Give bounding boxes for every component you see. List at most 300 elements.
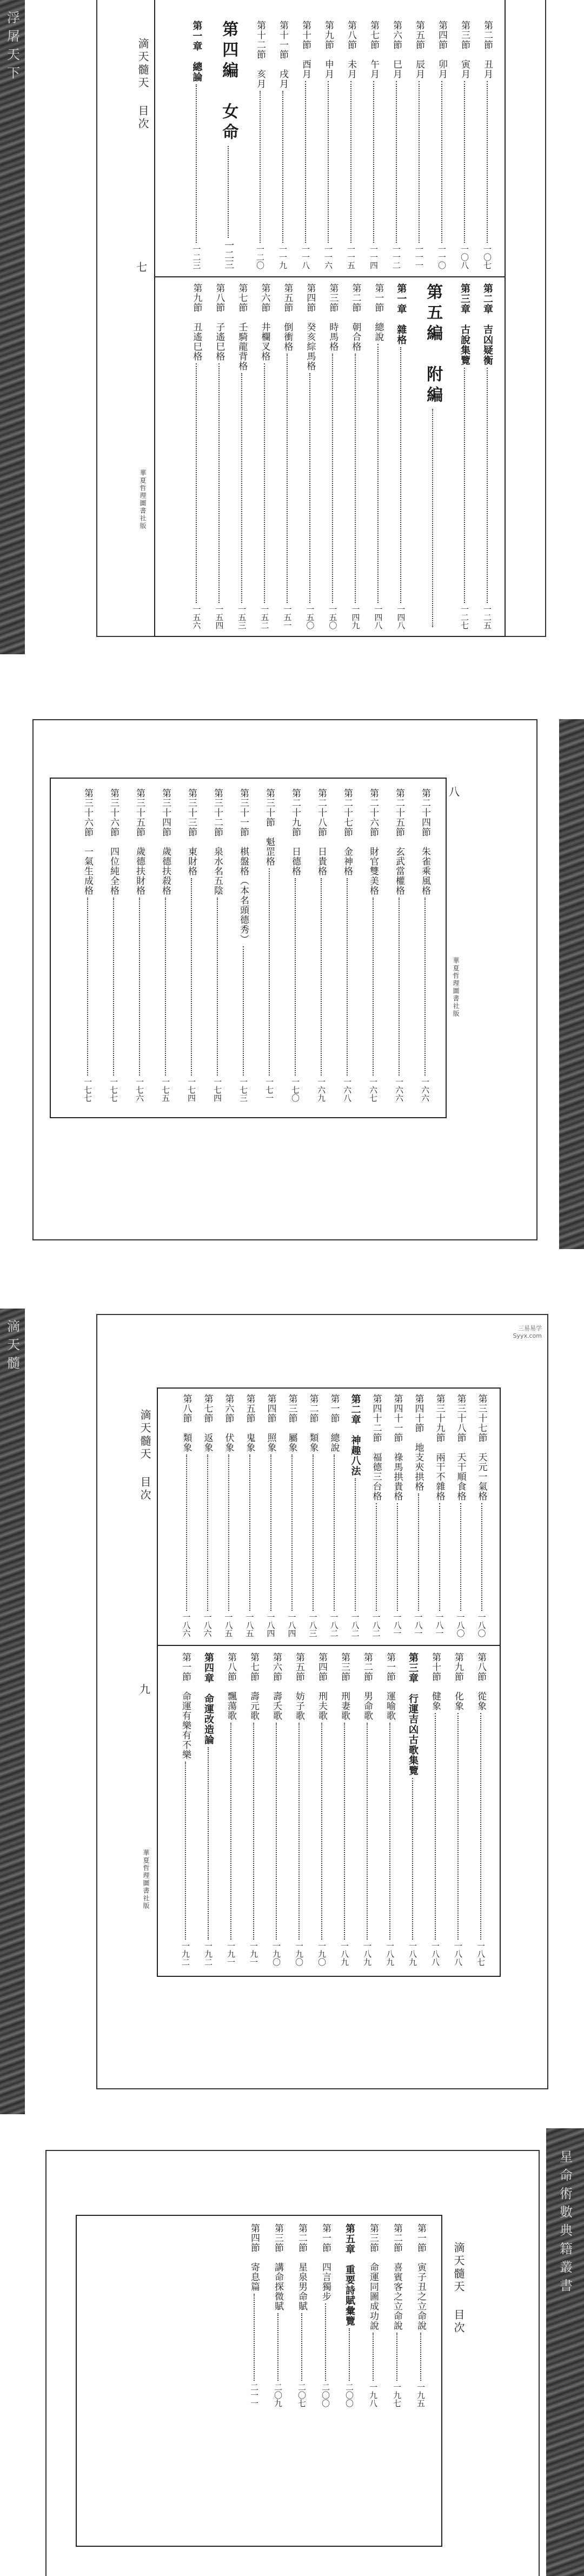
toc-section-entry[interactable] — [450, 1394, 471, 1637]
page-eight — [0, 698, 584, 1249]
toc-leader-dots — [165, 898, 166, 1075]
toc-leader-dots — [241, 373, 242, 603]
toc-entry-label: 第七節 返象 — [202, 1394, 213, 1452]
toc-section-entry[interactable] — [256, 788, 282, 1102]
toc-section-entry[interactable] — [321, 283, 344, 629]
toc-leader-dots — [282, 91, 283, 243]
toc-section-entry[interactable] — [412, 788, 438, 1102]
toc-entry-page: 一八九 — [362, 1942, 372, 1966]
toc-entry-page: 一八八 — [453, 1942, 463, 1966]
toc-section-entry[interactable] — [471, 1394, 492, 1637]
toc-leader-dots — [287, 354, 288, 603]
toc-section-entry[interactable] — [249, 21, 271, 269]
toc-entry-label: 第三十五節 歲德扶財格 — [134, 788, 145, 895]
toc-entry-label: 第三十九節 兩干不雜格 — [434, 1394, 445, 1501]
toc-entry-page: 一五一 — [282, 605, 293, 629]
toc-entry-page: 一四八 — [373, 605, 383, 629]
toc-leader-dots — [139, 898, 140, 1075]
toc-section-entry[interactable] — [218, 1394, 239, 1637]
toc-leader-dots — [400, 347, 401, 603]
toc-section-entry[interactable] — [453, 21, 476, 269]
toc-section-entry[interactable] — [340, 21, 362, 269]
toc-entry-page: 一六九 — [316, 1078, 326, 1102]
toc-entry-label: 第四編 女命 — [219, 21, 238, 144]
toc-entry-page: 一八一 — [434, 1613, 444, 1637]
toc-leader-dots — [376, 1503, 377, 1611]
toc-entry-label: 第二節 男命歌 — [362, 1652, 373, 1721]
toc-section-entry[interactable] — [362, 21, 385, 269]
toc-entry-label: 第三十八節 天干順食格 — [455, 1394, 466, 1501]
toc-entry-label: 第七節 壬騎龍背格 — [236, 283, 248, 371]
toc-entry-page: 一一〇 — [437, 245, 447, 269]
toc-leader-dots — [325, 2303, 326, 2381]
site-logo — [492, 1324, 542, 1339]
toc-section-entry[interactable] — [204, 788, 230, 1102]
page-number: 八 — [449, 785, 460, 798]
toc-entry-label: 第三節 命運同圖成功說 — [368, 2223, 379, 2331]
toc-entry-label: 第四十一節 祿馬拱貴格 — [391, 1394, 403, 1501]
toc-section-entry[interactable] — [298, 283, 321, 629]
toc-entry-label: 第二節 丑月 — [482, 21, 493, 79]
toc-entry-page: 一〇八 — [460, 245, 469, 269]
toc-section-entry[interactable] — [409, 2223, 433, 2407]
toc-entry-label: 第三十三節 東財格 — [186, 788, 197, 876]
toc-entry-page: 一一九 — [278, 245, 288, 269]
running-header: 滴天髓天 目次 — [138, 1409, 151, 1502]
toc-section-entry[interactable] — [101, 788, 127, 1102]
toc-section-entry[interactable] — [127, 788, 152, 1102]
toc-entry-label: 第三十七節 天元一氣格 — [476, 1394, 487, 1501]
toc-entry-label: 第二章 神趣八法 — [349, 1394, 361, 1476]
toc-section-entry[interactable] — [366, 1394, 387, 1637]
toc-bottom-section — [164, 1652, 492, 1966]
toc-entry-label: 第二節 類象 — [307, 1394, 318, 1452]
toc-entry-label: 第六節 巳月 — [391, 21, 402, 79]
toc-leader-dots — [254, 2294, 255, 2381]
toc-entry-page: 一八一 — [413, 1613, 423, 1637]
toc-entry-page: 一七三 — [238, 1078, 248, 1102]
toc-leader-dots — [321, 1723, 322, 1940]
toc-leader-dots — [298, 1723, 300, 1940]
toc-leader-dots — [344, 1723, 345, 1940]
toc-leader-dots — [196, 84, 197, 243]
toc-entry-page: 一一八 — [301, 245, 310, 269]
toc-entry-page: 一八九 — [385, 1942, 395, 1966]
toc-leader-dots — [332, 354, 333, 603]
toc-entry-label: 第三十六節 一氣生成格 — [82, 788, 93, 895]
toc-entry-page: 一八二 — [350, 1613, 360, 1637]
toc-leader-dots — [260, 91, 261, 243]
toc-entry-page: 一七〇 — [290, 1078, 300, 1102]
toc-entry-page: 一五二 — [260, 605, 270, 629]
toc-entry-label: 第二十八節 日貴格 — [316, 788, 327, 876]
toc-entry-page: 一八六 — [202, 1613, 213, 1637]
toc-leader-dots — [276, 1723, 277, 1940]
toc-entry-label: 第八節 飄蕩歌 — [225, 1652, 236, 1721]
toc-entry-page: 一九二 — [203, 1942, 213, 1966]
toc-entry-label: 第四節 寄息篇 — [249, 2223, 260, 2292]
toc-section-entry[interactable] — [333, 1652, 356, 1966]
toc-entry-page: 一二五 — [482, 605, 492, 629]
toc-entry-label: 第九節 丑遙巳格 — [191, 283, 202, 361]
toc-entry-page: 一四八 — [396, 605, 406, 629]
toc-leader-dots — [295, 878, 296, 1075]
page-seven — [0, 0, 584, 654]
toc-entry-label: 第三章 古說集覽 — [459, 283, 470, 366]
toc-entry-label: 第一節 總說 — [328, 1394, 340, 1452]
toc-entry-page: 一八四 — [287, 1613, 297, 1637]
toc-chapter-entry[interactable] — [197, 1652, 220, 1966]
toc-leader-dots — [396, 2333, 397, 2381]
toc-chapter-entry[interactable] — [185, 21, 208, 269]
gutter-text: 星命術數典籍叢書 — [557, 2150, 573, 2297]
toc-entry-label: 第二節 喜賓客之立命說 — [391, 2223, 402, 2331]
toc-section-entry[interactable] — [323, 1394, 344, 1637]
toc-leader-dots — [412, 1778, 413, 1940]
toc-leader-dots — [305, 81, 306, 243]
toc-leader-dots — [373, 2333, 374, 2381]
toc-leader-dots — [439, 1503, 440, 1611]
toc-chapter-entry[interactable] — [401, 1652, 424, 1966]
toc-entry-label: 第一節 總說 — [373, 283, 384, 342]
toc-entry-label: 第四節 癸亥綜馬格 — [304, 283, 316, 371]
toc-bottom-section — [162, 283, 499, 629]
toc-section-entry[interactable] — [356, 1652, 379, 1966]
section-divider — [157, 1645, 500, 1646]
toc-leader-dots — [264, 363, 265, 603]
toc-chapter-entry[interactable] — [344, 1394, 366, 1637]
toc-entry-page: 一八九 — [340, 1942, 349, 1966]
toc-section-entry[interactable] — [308, 788, 334, 1102]
toc-section-entry[interactable] — [266, 2223, 290, 2407]
toc-chapter-entry[interactable] — [337, 2223, 361, 2407]
toc-entry-label: 第一章 雜格 — [395, 283, 407, 345]
toc-leader-dots — [113, 898, 114, 1075]
toc-leader-dots — [207, 1455, 208, 1611]
toc-entry-page: 一七五 — [161, 1078, 170, 1102]
page-number: 九 — [140, 1683, 150, 1696]
toc-section-entry[interactable] — [476, 21, 499, 269]
toc-entry-page: 一八四 — [266, 1613, 276, 1637]
toc-entry-label: 第三十節 魁罡格 — [264, 788, 275, 866]
toc-section-entry[interactable] — [429, 1394, 450, 1637]
toc-leader-dots — [441, 81, 442, 243]
toc-section-entry[interactable] — [447, 1652, 469, 1966]
toc-entry-page: 一八八 — [430, 1942, 440, 1966]
toc-section-entry[interactable] — [239, 1394, 260, 1637]
toc-entry-page: 一五四 — [214, 605, 224, 629]
toc-section-entry[interactable] — [253, 283, 276, 629]
toc-leader-dots — [420, 2333, 421, 2381]
toc-entry-page: 一八九 — [408, 1942, 417, 1966]
page-nine — [0, 1309, 584, 2114]
toc-section-entry[interactable] — [294, 21, 317, 269]
toc-top-section — [162, 21, 499, 269]
toc-section-entry[interactable] — [334, 788, 360, 1102]
toc-leader-dots — [355, 1478, 356, 1611]
toc-leader-dots — [373, 898, 374, 1075]
toc-entry-label: 第七節 午月 — [368, 21, 379, 79]
toc-section-entry[interactable] — [385, 2223, 409, 2407]
toc-section-entry[interactable] — [408, 21, 430, 269]
toc-entry-label: 第四十二節 福德三台格 — [370, 1394, 382, 1501]
toc-leader-dots — [185, 1762, 186, 1940]
toc-entry-page: 一六八 — [342, 1078, 352, 1102]
toc-section-entry[interactable] — [230, 283, 253, 629]
toc-entry-page: 一九〇 — [271, 1942, 281, 1966]
toc-entry-label: 第九節 化象 — [453, 1652, 463, 1711]
toc-entry-page: 一六六 — [420, 1078, 430, 1102]
toc-leader-dots — [460, 1503, 461, 1611]
toc-section-entry[interactable] — [75, 788, 101, 1102]
toc-entry-page: 一五三 — [237, 605, 247, 629]
toc-chapter-entry[interactable] — [476, 283, 499, 629]
toc-section-entry[interactable] — [360, 788, 386, 1102]
toc-section-entry[interactable] — [317, 21, 340, 269]
toc-entry-page: 一二三 — [223, 240, 235, 269]
toc-leader-dots — [349, 2328, 350, 2381]
toc-leader-dots — [487, 81, 488, 243]
toc-leader-dots — [347, 878, 348, 1075]
toc-leader-dots — [291, 1455, 293, 1611]
toc-entry-label: 第二十九節 日德格 — [290, 788, 301, 876]
toc-section-entry[interactable] — [271, 21, 294, 269]
gutter-text: 滴天髓 — [4, 1319, 20, 1375]
toc-entry-page: 一一一 — [414, 245, 424, 269]
logo-text: 三易易学 Syyx.com — [513, 1325, 542, 1339]
toc-section-entry[interactable] — [220, 1652, 242, 1966]
toc-leader-dots — [87, 898, 88, 1075]
toc-section-entry[interactable] — [174, 1652, 197, 1966]
toc-entry-page: 一八三 — [308, 1613, 318, 1637]
toc-leader-dots — [218, 363, 220, 603]
toc-section-entry[interactable] — [314, 2223, 337, 2407]
toc-entry-page: 一一二 — [391, 245, 401, 269]
toc-entry-label: 第三十二節 泉水名五陰 — [212, 788, 223, 895]
toc-leader-dots — [373, 81, 374, 243]
toc-section-entry[interactable] — [361, 2223, 385, 2407]
toc-section-entry[interactable] — [152, 788, 178, 1102]
toc-section-entry[interactable] — [282, 788, 308, 1102]
toc-entry-label: 第四十節 地支夾拱格 — [413, 1394, 424, 1491]
publisher-imprint: 華夏哲理圖書社版 — [142, 1849, 150, 1910]
toc-entry-label: 第一節 四言獨步 — [320, 2223, 331, 2301]
gutter-text: 浮屠天下 — [4, 11, 20, 84]
toc-section-entry[interactable] — [242, 1652, 265, 1966]
book-gutter-left — [0, 1309, 25, 2114]
toc-entry-page: 一七四 — [187, 1078, 196, 1102]
toc-section-entry[interactable] — [281, 1394, 302, 1637]
toc-entry-page: 一八〇 — [476, 1613, 487, 1637]
toc-part-entry[interactable] — [412, 283, 453, 629]
toc-leader-dots — [228, 1455, 229, 1611]
toc-leader-dots — [435, 1713, 436, 1940]
toc-leader-dots — [301, 2313, 302, 2381]
toc-entry-label: 第二章 吉凶疑衡 — [482, 283, 493, 366]
toc-entry-page: 二〇〇 — [344, 2383, 354, 2407]
toc-entry-page: 一八二 — [329, 1613, 339, 1637]
toc-section-entry[interactable] — [408, 1394, 429, 1637]
toc-entry-page: 一八七 — [476, 1942, 486, 1966]
toc-leader-dots — [480, 1713, 481, 1940]
toc-section-entry[interactable] — [344, 283, 367, 629]
toc-entry-label: 第五節 辰月 — [414, 21, 424, 79]
toc-entry-page: 一八六 — [181, 1613, 191, 1637]
toc-entry-page: 一六六 — [394, 1078, 404, 1102]
toc-entry-page: 一七四 — [213, 1078, 222, 1102]
toc-entry-page: 一九一 — [226, 1942, 236, 1966]
toc-entry-page: 一八二 — [371, 1613, 381, 1637]
toc-entry-page: 二〇九 — [273, 2383, 283, 2407]
toc-leader-dots — [249, 1455, 250, 1611]
toc-entry-page: 一九八 — [368, 2383, 378, 2407]
toc-entry-label: 第六節 伏象 — [223, 1394, 234, 1452]
toc-entry-label: 第十節 健象 — [430, 1652, 441, 1711]
toc-entry-label: 第三十四節 歲德扶殺格 — [160, 788, 171, 895]
toc-entry-label: 第三十一節 棋盤格（本名頭德秀） — [238, 788, 249, 944]
toc-leader-dots — [230, 1723, 231, 1940]
toc-leader-dots — [487, 368, 488, 603]
toc-entries — [59, 788, 438, 1102]
toc-entry-label: 第一節 寅子丑之立命說 — [415, 2223, 426, 2331]
toc-entry-page: 一八五 — [223, 1613, 234, 1637]
toc-entry-label: 第五節 鬼象 — [244, 1394, 255, 1452]
toc-section-entry[interactable] — [386, 788, 412, 1102]
toc-entry-page: 一七七 — [109, 1078, 118, 1102]
toc-section-entry[interactable] — [288, 1652, 310, 1966]
toc-entry-page: 一八一 — [392, 1613, 402, 1637]
toc-entry-page: 一一五 — [346, 245, 356, 269]
toc-leader-dots — [270, 1455, 271, 1611]
toc-leader-dots — [464, 81, 465, 243]
running-header: 滴天髓天 目次 — [452, 2242, 465, 2335]
toc-entry-label: 第二節 朝合格 — [350, 283, 361, 351]
toc-entry-page: 一二三 — [191, 245, 202, 269]
toc-entry-page: 一九七 — [392, 2383, 402, 2407]
toc-entry-label: 第九節 申月 — [323, 21, 334, 79]
toc-entry-page: 一九一 — [249, 1942, 258, 1966]
toc-entry-label: 第六節 井欄叉格 — [259, 283, 270, 361]
toc-section-entry[interactable] — [208, 283, 230, 629]
book-gutter-left — [0, 0, 25, 654]
toc-entry-page: 一六七 — [368, 1078, 378, 1102]
toc-entry-label: 第十節 酉月 — [300, 21, 311, 79]
toc-leader-dots — [419, 81, 420, 243]
toc-entry-page: 一五〇 — [328, 605, 338, 629]
toc-section-entry[interactable] — [242, 2223, 266, 2407]
toc-entry-page: 一九二 — [181, 1942, 190, 1966]
book-gutter-right — [546, 2128, 584, 2576]
toc-leader-dots — [328, 81, 329, 243]
toc-leader-dots — [228, 146, 229, 238]
toc-entry-label: 第十一節 戌月 — [277, 21, 288, 89]
publisher-imprint: 華夏哲理圖書社版 — [452, 957, 460, 1018]
toc-section-entry[interactable] — [185, 283, 208, 629]
toc-entries — [227, 2223, 433, 2407]
toc-entry-page: 一九五 — [416, 2383, 426, 2407]
toc-entry-page: 二〇〇 — [321, 2383, 330, 2407]
toc-entry-page: 一七七 — [83, 1078, 92, 1102]
toc-entry-label: 第四節 卯月 — [436, 21, 447, 79]
toc-leader-dots — [253, 1723, 254, 1940]
toc-section-entry[interactable] — [379, 1652, 401, 1966]
toc-entry-page: 二一一 — [249, 2383, 259, 2407]
toc-section-entry[interactable] — [367, 283, 389, 629]
toc-entry-label: 第十二節 亥月 — [255, 21, 266, 89]
toc-entry-label: 第三節 屬象 — [286, 1394, 297, 1452]
toc-entry-label: 第四節 照象 — [265, 1394, 276, 1452]
toc-section-entry[interactable] — [276, 283, 298, 629]
toc-leader-dots — [397, 1503, 398, 1611]
toc-leader-dots — [277, 2313, 278, 2381]
toc-chapter-entry[interactable] — [453, 283, 476, 629]
toc-entry-label: 第二十六節 財官雙美格 — [368, 788, 379, 895]
toc-section-entry[interactable] — [230, 788, 256, 1102]
toc-section-entry[interactable] — [424, 1652, 447, 1966]
toc-entry-label: 第一節 命運有樂有不樂 — [180, 1652, 191, 1760]
toc-section-entry[interactable] — [469, 1652, 492, 1966]
toc-leader-dots — [269, 868, 270, 1075]
toc-leader-dots — [464, 368, 465, 603]
toc-leader-dots — [457, 1713, 459, 1940]
toc-entry-page: 一七六 — [135, 1078, 144, 1102]
toc-section-entry[interactable] — [310, 1652, 333, 1966]
toc-section-entry[interactable] — [176, 1394, 197, 1637]
toc-leader-dots — [396, 81, 397, 243]
toc-section-entry[interactable] — [430, 21, 453, 269]
toc-leader-dots — [208, 1747, 209, 1940]
toc-entry-label: 第三章 行運吉凶古歌集覽 — [407, 1652, 419, 1776]
toc-section-entry[interactable] — [178, 788, 204, 1102]
toc-leader-dots — [424, 898, 426, 1075]
toc-entry-page: 一二七 — [460, 605, 469, 629]
toc-entry-page: 一四九 — [350, 605, 361, 629]
toc-leader-dots — [334, 1455, 335, 1611]
toc-leader-dots — [389, 1723, 390, 1940]
toc-entry-label: 第四節 刑夫歌 — [316, 1652, 327, 1721]
toc-entry-label: 第八節 類象 — [181, 1394, 192, 1452]
toc-entry-label: 第二十四節 朱雀乘風格 — [420, 788, 430, 895]
toc-entry-label: 第八節 從象 — [475, 1652, 486, 1711]
toc-leader-dots — [191, 878, 192, 1075]
toc-entry-page: 一一六 — [323, 245, 333, 269]
toc-chapter-entry[interactable] — [389, 283, 412, 629]
toc-entry-label: 第八節 未月 — [346, 21, 356, 79]
toc-leader-dots — [355, 354, 356, 603]
toc-entry-label: 第三節 刑妻歌 — [339, 1652, 350, 1721]
toc-top-section — [164, 1394, 492, 1637]
toc-section-entry[interactable] — [385, 21, 408, 269]
section-divider — [154, 276, 505, 277]
toc-entry-page: 一九〇 — [317, 1942, 327, 1966]
toc-part-entry[interactable] — [208, 21, 249, 269]
toc-section-entry[interactable] — [260, 1394, 281, 1637]
toc-section-entry[interactable] — [290, 2223, 314, 2407]
toc-leader-dots — [432, 409, 433, 627]
toc-section-entry[interactable] — [265, 1652, 288, 1966]
toc-leader-dots — [186, 1455, 187, 1611]
toc-section-entry[interactable] — [387, 1394, 408, 1637]
toc-section-entry[interactable] — [197, 1394, 218, 1637]
toc-section-entry[interactable] — [302, 1394, 323, 1637]
toc-entry-label: 第三節 講命探微賦 — [273, 2223, 283, 2311]
toc-entry-label: 第一章 總論 — [191, 21, 203, 82]
toc-leader-dots — [243, 946, 244, 1075]
toc-entry-label: 第二節 星泉男命賦 — [296, 2223, 307, 2311]
toc-entry-page: 一八〇 — [455, 1613, 466, 1637]
toc-entry-page: 一七一 — [264, 1078, 274, 1102]
toc-leader-dots — [196, 363, 197, 603]
